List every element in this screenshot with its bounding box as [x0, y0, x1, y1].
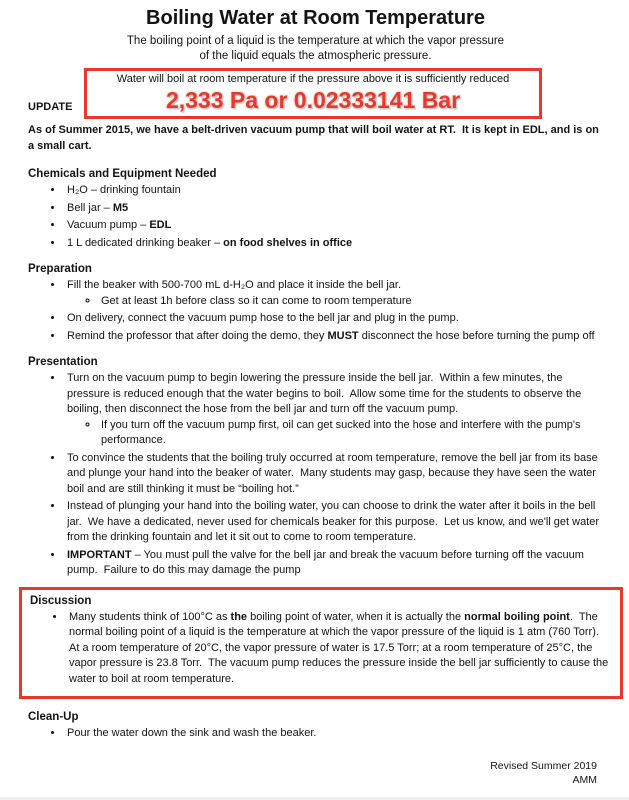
chemical-item-beaker-location: on food shelves in office	[223, 236, 353, 249]
pres-item-important	[64, 548, 603, 579]
pres-item-important-label: IMPORTANT	[67, 548, 132, 561]
cleanup-list	[28, 726, 603, 742]
cleanup-item-pour-water: • Pour the water down the sink and wash the beaker.	[64, 726, 603, 742]
discussion-item	[66, 610, 610, 688]
update-label: UPDATE	[28, 100, 73, 113]
subtitle-line-1: The boiling point of a liquid is the temperature at which the vapor pressure	[126, 35, 505, 47]
prep-subitem-room-temp: ◦ Get at least 1h before class so it can come to room temperature	[99, 294, 603, 310]
prep-item-fill-beaker	[64, 278, 603, 309]
section-heading-chemicals: Chemicals and Equipment Needed	[28, 168, 217, 180]
chemical-item-bell-jar	[64, 201, 603, 217]
pressure-condition-text: Water will boil at room temperature if the pressure above it is sufficiently reduced	[116, 73, 510, 85]
pres-item-convince-students: • To convince the students that the boiling truly occurred at room temperature, remove the bell jar from its base and plunge your hand into the beaker of water. Many students may gasp, because they have seen the water boil and are still thinking it must be “boiling hot.”	[64, 451, 603, 498]
chemical-item-water: • H₂O – drinking fountain	[64, 183, 603, 199]
footer-revision-date: Revised Summer 2019	[490, 760, 597, 772]
chemicals-list	[28, 183, 603, 251]
pres-sublist	[67, 418, 603, 449]
section-heading-discussion: Discussion	[30, 594, 92, 607]
prep-item-fill-beaker-text: Fill the beaker with 500-700 mL d-H₂O and place it inside the bell jar.	[67, 279, 402, 291]
pres-item-important-text: – You must pull the valve for the bell jar and break the vacuum before turning off the vacuum pump. Failure to do this may damage the pump	[67, 548, 587, 576]
discussion-box	[19, 587, 623, 700]
presentation-list	[28, 371, 603, 579]
pressure-highlight-box	[84, 68, 542, 119]
prep-sublist	[67, 294, 603, 310]
pres-item-turn-on-pump-text: Turn on the vacuum pump to begin lowering the pressure inside the bell jar. Within a few minutes, the pressure is reduced enough that the water begins to boil. Allow some time for the students to observe the boiling, then disconnect the hose from the bell jar and turn off the vacuum pump.	[67, 372, 585, 415]
chemical-item-vacuum-pump-text: Vacuum pump –	[67, 219, 150, 231]
discussion-seg-1: Many students think of 100°C as	[69, 610, 231, 623]
pres-item-drink-water: • Instead of plunging your hand into the boiling water, you can choose to drink the water after it boils in the bell jar. We have a dedicated, never used for chemicals beaker for this purpose. Let us know, and we'll get water from the drinking fountain and let it sit out to come to room temperature.	[64, 499, 603, 546]
section-heading-presentation: Presentation	[28, 356, 98, 368]
footer	[490, 760, 597, 787]
discussion-list	[30, 610, 610, 688]
pres-subitem-oil-warning: ◦ If you turn off the vacuum pump first, oil can get sucked into the hose and interfere with the pump's performance.	[99, 418, 603, 449]
discussion-seg-2-bold: the	[230, 610, 248, 623]
update-paragraph: As of Summer 2015, we have a belt-driven vacuum pump that will boil water at RT. It is kept in EDL, and is on a small cart.	[28, 124, 602, 152]
chemical-item-bell-jar-text: Bell jar –	[67, 201, 113, 214]
subtitle	[28, 34, 603, 63]
chemical-item-vacuum-pump-location: EDL	[149, 219, 172, 231]
prep-item-remind-pre: Remind the professor that after doing the demo, they	[67, 329, 328, 342]
prep-item-remind-post: disconnect the hose before turning the pump off	[358, 329, 595, 342]
pressure-value: 2,333 Pa or 0.02333141 Bar	[165, 87, 461, 113]
chemical-item-bell-jar-location: M5	[112, 201, 129, 214]
chemical-item-beaker-text: 1 L dedicated drinking beaker –	[67, 236, 224, 249]
discussion-seg-5: . The normal boiling point of a liquid is the temperature at which the vapor pressure of the liquid is 1 atm (760 Torr). At a room temperature of 20°C, the vapor pressure of water is 17.5 Torr; at a room temperature of 25°C, the vapor pressure is 23.8 Torr. The vacuum pump reduces the pressure inside the bell jar sufficiently to cause the water to boil at room temperature.	[69, 610, 612, 685]
subtitle-line-2: of the liquid equals the atmospheric pressure.	[199, 49, 432, 62]
update-highlight-row	[28, 68, 603, 119]
pres-item-turn-on-pump	[64, 371, 603, 449]
chemical-item-beaker	[64, 236, 603, 252]
section-heading-preparation: Preparation	[28, 263, 92, 275]
prep-item-delivery: • On delivery, connect the vacuum pump hose to the bell jar and plug in the pump.	[64, 311, 603, 327]
prep-item-remind-professor	[64, 329, 603, 345]
discussion-seg-4-bold: normal boiling point	[464, 610, 570, 623]
page-title: Boiling Water at Room Temperature	[146, 7, 485, 29]
chemical-item-vacuum-pump	[64, 218, 603, 234]
footer-initials: AMM	[572, 773, 597, 786]
prep-item-remind-must: MUST	[327, 329, 359, 342]
preparation-list	[28, 278, 603, 344]
discussion-seg-3: boiling point of water, when it is actually the	[247, 610, 465, 623]
section-heading-cleanup: Clean-Up	[28, 711, 79, 723]
